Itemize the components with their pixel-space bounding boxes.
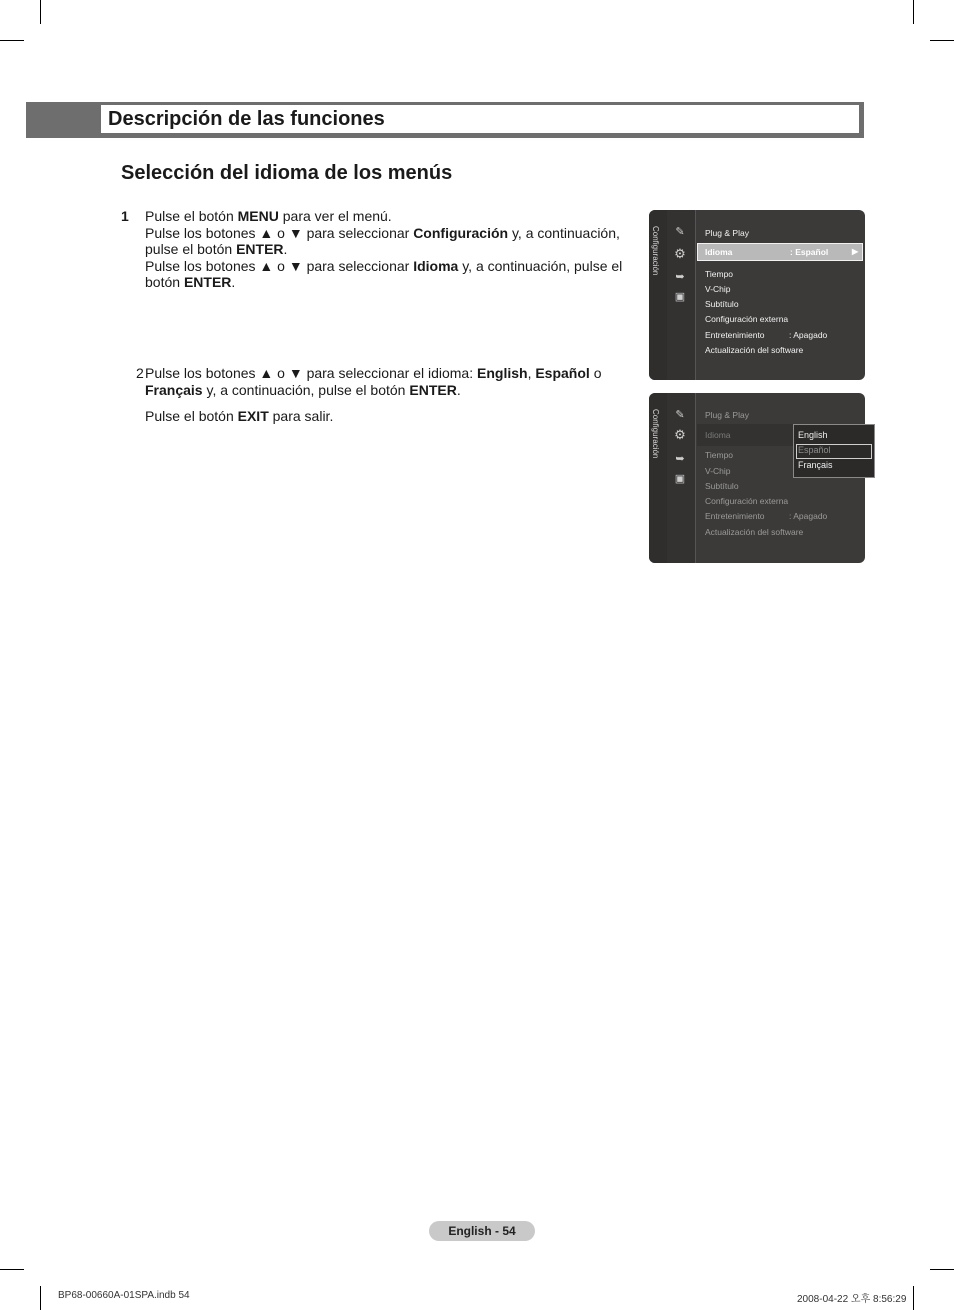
osd-side-label: Configuración xyxy=(651,226,660,276)
menu-item-plug-play[interactable]: Plug & Play xyxy=(705,228,749,238)
step-1-text: Pulse el botón MENU para ver el menú. Pulse los botones ▲ o ▼ para seleccionar Configuración y, a continuación, pulse el botón ENTER. Pulse los botones ▲ o ▼ para seleccionar Idioma y, a continuación, pulse el botón ENTER. xyxy=(145,208,623,291)
menu-item-subtitulo[interactable]: Subtítulo xyxy=(705,481,739,491)
menu-item-subtitulo[interactable]: Subtítulo xyxy=(705,299,739,309)
osd-language-menu xyxy=(649,393,865,563)
language-option-english[interactable]: English xyxy=(798,430,828,440)
menu-item-config-externa[interactable]: Configuración externa xyxy=(705,314,789,324)
arrow-right-icon: ▶ xyxy=(852,247,859,256)
menu-item-entretenimiento[interactable]: Entretenimiento xyxy=(705,330,765,340)
menu-item-actualizacion[interactable]: Actualización del software xyxy=(705,527,804,537)
menu-item-plug-play[interactable]: Plug & Play xyxy=(705,410,749,420)
menu-item-idioma-value: : Español xyxy=(790,247,829,257)
menu-item-vchip[interactable]: V-Chip xyxy=(705,466,731,476)
osd-setup-menu xyxy=(649,210,865,380)
step-1-number: 1 xyxy=(121,208,129,224)
input-icon: ➥ xyxy=(675,452,685,465)
setup-gear-icon: ⚙ xyxy=(674,246,686,261)
setup-gear-icon: ⚙ xyxy=(674,427,686,442)
language-option-francais[interactable]: Français xyxy=(798,460,833,470)
application-icon: ▣ xyxy=(674,472,686,485)
menu-item-vchip[interactable]: V-Chip xyxy=(705,284,731,294)
menu-item-entretenimiento[interactable]: Entretenimiento xyxy=(705,511,765,521)
step-2-number: 2 xyxy=(136,365,144,381)
footer-file-name: BP68-00660A-01SPA.indb 54 xyxy=(58,1290,190,1301)
menu-item-config-externa[interactable]: Configuración externa xyxy=(705,496,789,506)
footer-date: 2008-04-22 오후 8:56:29 xyxy=(797,1294,907,1305)
menu-item-tiempo[interactable]: Tiempo xyxy=(705,450,734,460)
page-title: Selección del idioma de los menús xyxy=(121,162,453,184)
menu-item-idioma: Idioma xyxy=(705,247,733,257)
menu-item-entretenimiento-value: : Apagado xyxy=(789,511,828,521)
menu-item-tiempo[interactable]: Tiempo xyxy=(705,269,734,279)
language-dropdown[interactable] xyxy=(793,424,875,478)
input-icon: ➥ xyxy=(675,270,685,283)
section-title: Descripción de las funciones xyxy=(108,108,385,130)
picture-icon: ✎ xyxy=(675,408,685,421)
menu-item-actualizacion[interactable]: Actualización del software xyxy=(705,345,804,355)
language-option-espanol[interactable]: Español xyxy=(798,445,831,455)
menu-item-idioma[interactable]: Idioma xyxy=(705,430,731,440)
page-number-badge: English - 54 xyxy=(429,1221,535,1241)
picture-icon: ✎ xyxy=(675,225,685,238)
osd-side-label: Configuración xyxy=(651,409,660,459)
step-2-text: Pulse los botones ▲ o ▼ para seleccionar el idioma: English, Español o Français y, a continuación, pulse el botón ENTER. Pulse el botón EXIT para salir. xyxy=(145,365,602,425)
menu-item-entretenimiento-value: : Apagado xyxy=(789,330,828,340)
application-icon: ▣ xyxy=(674,290,686,303)
